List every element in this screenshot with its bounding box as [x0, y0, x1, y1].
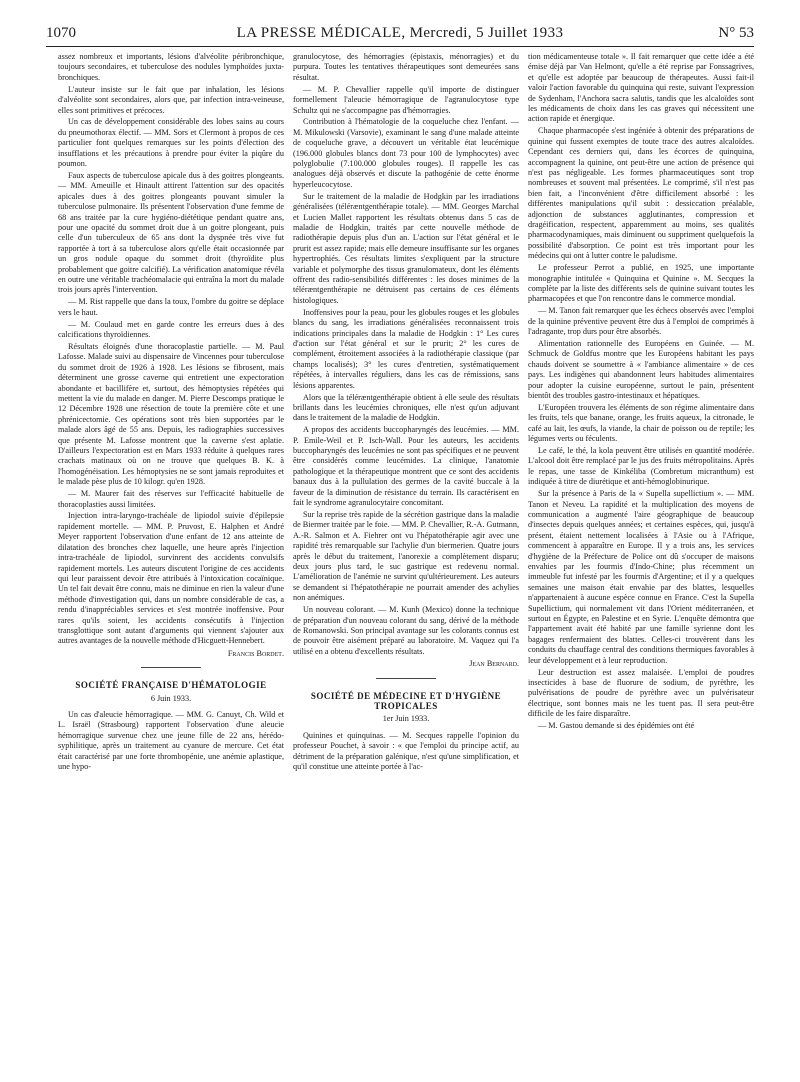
paragraph: Chaque pharmacopée s'est ingéniée à obtenir des préparations de quinine qui fussent exemptes de toute trace des autres alcaloïdes. Cependant ces derniers qui, dans les écorces de quinquina, accompagnent la quinine, ont peut-être une action de présence qui n'est pas négligeable. Les formes pharmaceutiques sont trop nombreuses et souvent mal présentées. Le comprimé, s'il n'est pas bien fait, a l'inconvénient d'être difficilement absorbé : les différentes manipulations qu'il subit : dessiccation préalable, adjonction de substances agglutinantes, compression et dragéification, respectent, apparemment au moins, ses qualités pharmacodynamiques, mais diminuent ou suppriment quelquefois la possibilité d'absorption. Ce point est très important pour les médecins qui ont à lutter contre le paludisme. — [528, 126, 754, 261]
section-divider — [141, 667, 201, 668]
paragraph: Alimentation rationnelle des Européens en Guinée. — M. Schmuck de Goldfus montre que les Européens habitant les pays chauds doivent se soumettre à « l'ambiance alimentaire » de ces pays. Les indigènes qui abandonnent leurs habitudes alimentaires pour adopter la cuisine européenne, surtout le pain, présentent bientôt des troubles gastro-intestinaux et hépatiques. — [528, 338, 754, 400]
paragraph: Le professeur Perrot a publié, en 1925, une importante monographie intitulée « Quinquina et Quinine ». M. Secques la complète par la liste des différents sels de quinine suivant toutes les pharmacopées et que l'on rencontre dans le commerce mondial. — [528, 263, 754, 304]
paragraph: Sur la présence à Paris de la « Supella supellictium ». — MM. Tanon et Neveu. La rapidité et la multiplication des moyens de communication a augmenté l'aire géographique de beaucoup d'insectes depuis quelques années; et certaines espèces, qui, jusqu'à présent, étaient nettement localisées à l'Asie ou à l'Afrique, commencent à apparaître en Europe. Il y a trois ans, les services d'hygiène de la Préfecture de Police ont dû s'occuper de maisons envahies par les fourmis d'Indo-Chine; plus récemment un immeuble fut infesté par les fourmis d'Argentine; et il y a quelques semaines une maison était envahie par des blattes, lesquelles n'appartenaient à aucune espèce connue en France. C'est la Supella Supellictium, qui normalement vit dans l'Orient méditerranéen, et surtout en Égypte, en Palestine et en Syrie. L'enquête démontra que l'appartement avait été habité par une famille syrienne dont les bagages renfermaient des blattes. Celles-ci trouvèrent dans les conduits du chauffage central des conditions thermiques favorables à leur développement et à leur reproduction. — [528, 489, 754, 665]
paragraph: Quinines et quinquinas. — M. Secques rappelle l'opinion du professeur Pouchet, à savoir : « que l'emploi du principe actif, au détriment de la préparation galénique, n'est qu'une simplification, et qu'il constitue une atteinte portée à l'ac- — [293, 730, 519, 771]
paragraph: granulocytose, des hémorragies (épistaxis, ménorragies) et du purpura. Toutes les tentatives thérapeutiques sont demeurées sans résultat. — [293, 52, 519, 82]
paragraph: Contribution à l'hématologie de la coqueluche chez l'enfant. — M. Mikulowski (Varsovie), examinant le sang d'une malade atteinte de coqueluche grave, a découvert un véritable état leucémique (196.000 globules blancs dont 73 pour 100 de lymphocytes) avec polyglobulie (7.100.000 globules rouges). Il rappelle les cas analogues déjà observés et discute la pathogénie de cette énorme hyperleucocytose. — [293, 117, 519, 189]
session-date: 1er Juin 1933. — [382, 714, 430, 724]
column-2 — [293, 52, 519, 1072]
session-date: 6 Juin 1933. — [150, 693, 192, 703]
author-signature: Francis Bordet. — [227, 648, 284, 658]
paragraph: Résultats éloignés d'une thoracoplastie partielle. — M. Paul Lafosse. Malade suivi au dispensaire de Vincennes pour tuberculose du sommet droit de 1926 à 1928. Les lésions se fibrosent, mais déterminent une grosse caverne qui entretient une expectoration abondante et bacillifère et, surtout, des hémoptysies répétées qui mettent la vie du malade en danger. M. Pierre Descomps pratique le 12 Décembre 1928 une résection de toute la première côte et une phrénicectomie. Ces opérations sont très bien supportées par le malade alors âgé de 55 ans. Depuis, les radiographies successives que présente M. Lafosse montrent que la caverne s'est aplatie. D'ailleurs l'expectoration est en Mars 1933 réduite à quelques rares crachats matinaux où on ne trouve que quelques B. K. à l'homogénéisation. Les hémoptysies ne se sont jamais reproduites et le malade pèse plus de 10 kilogr. qu'en 1928. — [58, 341, 284, 487]
paragraph: Le café, le thé, la kola peuvent être utilisés en quantité modérée. L'alcool doit être remplacé par le jus des fruits métropolitains. Après le repas, une tasse de Kinkéliba (Combretum micranthum) est indiquée à titre de diurétique et anti-hémoglobinurique. — [528, 446, 754, 487]
running-header — [46, 22, 754, 44]
paragraph: tion médicamenteuse totale ». Il fait remarquer que cette idée a été émise déjà par Van Helmont, qu'elle a été reprise par Fonssagrives, et qu'elle est adoptée par beaucoup de thérapeutes. Aussi fait-il valoir l'action favorable du quinquina qui reste, suivant l'expression de Sydenham, l'Anchora sacra salutis, tandis que les alcaloïdes sont les médicaments de choix dans les cas graves qui nécessitent une action rapide et énergique. — [528, 52, 754, 124]
paragraph: Sur la reprise très rapide de la sécrétion gastrique dans la maladie de Biermer traitée par le foie. — MM. P. Chevallier, R.-A. Gutmann, A.-R. Salmon et A. Fiehrer ont vu l'hépatothérapie agir avec une rapidité très remarquable sur l'achylie d'un biermerien. Quatre jours après le début du traitement, l'anorexie a complètement disparu; deux jours plus tard, le suc gastrique est redevenu normal. L'amélioration de l'anémie ne survint qu'ultérieurement. Les auteurs se demandent si l'hépatothérapie ne pourrait amender des achylies non anémiques. — [293, 509, 519, 603]
paragraph: — M. Tanon fait remarquer que les échecs observés avec l'emploi de la quinine préventive peuvent être dus à l'emploi de comprimés à l'adragante, trop durs pour être absorbés. — [528, 306, 754, 337]
paragraph: assez nombreux et importants, lésions d'alvéolite péribronchique, toujours secondaires, et tuberculose des nodules lymphoïdes juxta-bronchiques. — [58, 52, 284, 82]
paragraph: Injection intra-laryngo-trachéale de lipiodol suivie d'épilepsie rapidement mortelle. — MM. P. Pruvost, E. Halphen et André Meyer rapportent l'observation d'une enfant de 12 ans atteinte de dilatation des bronches chez laquelle, une heure après l'injection intra-trachéale de lipiodol, survinrent des accidents convulsifs rapidement mortels. Les auteurs discutent l'origine de ces accidents qui leur paraissent devoir être attribués à l'intoxication cocaïnique. Un tel fait devait être connu, mais ne diminue en rien la valeur d'une méthode d'investigation qui, dans un nombre considérable de cas, a rendu d'inappréciables services et s'est montrée inoffensive. Pour rares qu'ils soient, les accidents consécutifs à l'injection transglottique sont autant d'arguments qui viennent s'ajouter aux autres avantages de la nouvelle méthode d'Hicguett-Hennebert. — [58, 511, 284, 646]
paragraph: — M. Coulaud met en garde contre les erreurs dues à des calcifications thyroïdiennes. — [58, 319, 284, 340]
header-rule — [46, 46, 754, 47]
paragraph: L'auteur insiste sur le fait que par inhalation, les lésions d'alvéolite sont secondaires, alors que, par infection intra-veineuse, elles sont primitives et précoces. — [58, 84, 284, 115]
paragraph: — M. Maurer fait des réserves sur l'efficacité habituelle de thoracoplasties aussi limitées. — [58, 489, 284, 509]
paragraph: — M. Rist rappelle que dans la toux, l'ombre du goitre se déplace vers le haut. — [58, 297, 284, 317]
paragraph: Un cas d'aleucie hémorragique. — MM. G. Canuyt, Ch. Wild et L. Israël (Strasbourg) rapportent l'observation d'une aleucie hémorragique survenue chez une jeune fille de 22 ans, hérédo-syphilitique, après un traitement au cyanure de mercure. Cet état était caractérisé par une forte thrombopénie, une anémie aplastique, une hypo- — [58, 709, 284, 771]
paragraph: Un nouveau colorant. — M. Kunh (Mexico) donne la technique de préparation d'un nouveau colorant du sang, dérivé de la méthode de Romanowski. Son principal avantage sur les colorants connus est de pouvoir être aisément préparé au laboratoire. M. Vaquez qui l'a utilisé en a obtenu d'excellents résultats. — [293, 605, 519, 656]
paragraph: — M. P. Chevallier rappelle qu'il importe de distinguer formellement l'aleucie hémorragique de l'agranulocytose type Schultz qui ne s'accompagne pas d'hémorragies. — [293, 84, 519, 115]
paragraph: Leur destruction est assez malaisée. L'emploi de poudres insecticides à base de fluorure de sodium, de pyrèthre, les pulvérisations de poudre de pyrèthre avec un pulvérisateur électrique, sont bonnes mais ne les tuent pas. Il sera peut-être difficile de les faire disparaître. — [528, 667, 754, 719]
society-heading: SOCIÉTÉ FRANÇAISE D'HÉMATOLOGIE — [75, 680, 267, 691]
issue-number: N° 53 — [718, 25, 754, 41]
paragraph: Un cas de développement considérable des lobes sains au cours du pneumothorax électif. — MM. Sors et Clermont à propos de ces particulier font quelques remarques sur les points d'élection des insufflations et les précautions à prendre pour éviter la piqûre du poumon. — [58, 117, 284, 169]
section-divider — [376, 678, 436, 679]
paragraph: — M. Gastou demande si des épidémies ont été — [538, 721, 695, 731]
paragraph: A propos des accidents buccopharyngés des leucémies. — MM. P. Emile-Weil et P. Isch-Wall. Pour les auteurs, les accidents buccopharyngés des leucémies ne sont pas spécifiques et ne peuvent être considérés comme leucémides. La clinique, l'anatomie pathologique et la thérapeutique montrent que ce sont des accidents banaux dus à la pullulation des germes de la cavité buccale à la faveur de la diminution de résistance du terrain. Ils caractérisent en fait le syndrome agranulocytaire concomitant. — [293, 425, 519, 508]
paragraph: Sur le traitement de la maladie de Hodgkin par les irradiations généralisées (téléræntgenthérapie totale). — MM. Georges Marchal et Lucien Mallet rapportent les résultats obtenus dans 5 cas de maladie de Hodgkin, traités par cette nouvelle méthode de radiothérapie depuis plus d'un an. L'action sur l'état général et le prurit est assez rapide; mais elle demeure insuffisante sur les organes hypertrophiés. Ces résultats limites s'expliquent par la structure variable et polymorphe des tissus granulomateux, dont les éléments offrent des radio-sensibilités différentes : les doses minimes de la téléræntgenthérapie ne détruisent pas certains de ces éléments histologiques. — [293, 191, 519, 305]
page-number: 1070 — [46, 25, 76, 41]
column-1 — [58, 52, 284, 1072]
paragraph: Inoffensives pour la peau, pour les globules rouges et les globules blancs du sang, les irradiations généralisées reconnaissent trois indications principales dans la maladie de Hodgkin : 1° Les cures d'action sur l'état général et sur le prurit; 2° les cures de complément, étroitement associées à la radiothérapie classique (par champs localisés); 3° les cures d'entretien, systématiquement répétées, à intervalles réguliers, dans les cas de rémissions, sans lésions apparentes. — [293, 307, 519, 390]
column-3 — [528, 52, 754, 1072]
society-heading: SOCIÉTÉ DE MÉDECINE ET D'HYGIÈNE TROPICALES — [310, 690, 502, 711]
paragraph: Alors que la téléræntgenthérapie obtient à elle seule des résultats brillants dans les leucémies chroniques, elle n'est qu'un adjuvant dans le traitement de la maladie de Hodgkin. — [293, 392, 519, 423]
journal-title: LA PRESSE MÉDICALE, Mercredi, 5 Juillet 1933 — [236, 25, 564, 41]
paragraph: L'Européen trouvera les éléments de son régime alimentaire dans les fruits, tels que banane, orange, les fruits aqueux, la citronade, le café au lait, les œufs, la viande, la chair de poisson ou de reptile; les légumes verts ou féculents. — [528, 402, 754, 444]
paragraph: Faux aspects de tuberculose apicale dus à des goitres plongeants. — MM. Ameuille et Hinault attirent l'attention sur des opacités apicales dues à des goitres plongeants pouvant simuler la tuberculose pulmonaire. Ils présentent l'observation d'une femme de 68 ans traitée par la cure hygiéno-diététique pendant quatre ans, pour une opacité du sommet droit due à un goitre plongeant, puis celle d'un tuberculeux de 65 ans dont la dyspnée très vive fut rapportée à tort à sa tuberculose alors qu'elle était occasionnée par un gros nodule opaque du sommet droit (thyroïdite plus probablement que goitre calcifié). La vérification anatomique révéla en outre une véritable trachéomalacie qui entraîna la mort du malade trois jours après l'intervention. — [58, 170, 284, 295]
author-signature: Jean Bernard. — [469, 659, 519, 669]
